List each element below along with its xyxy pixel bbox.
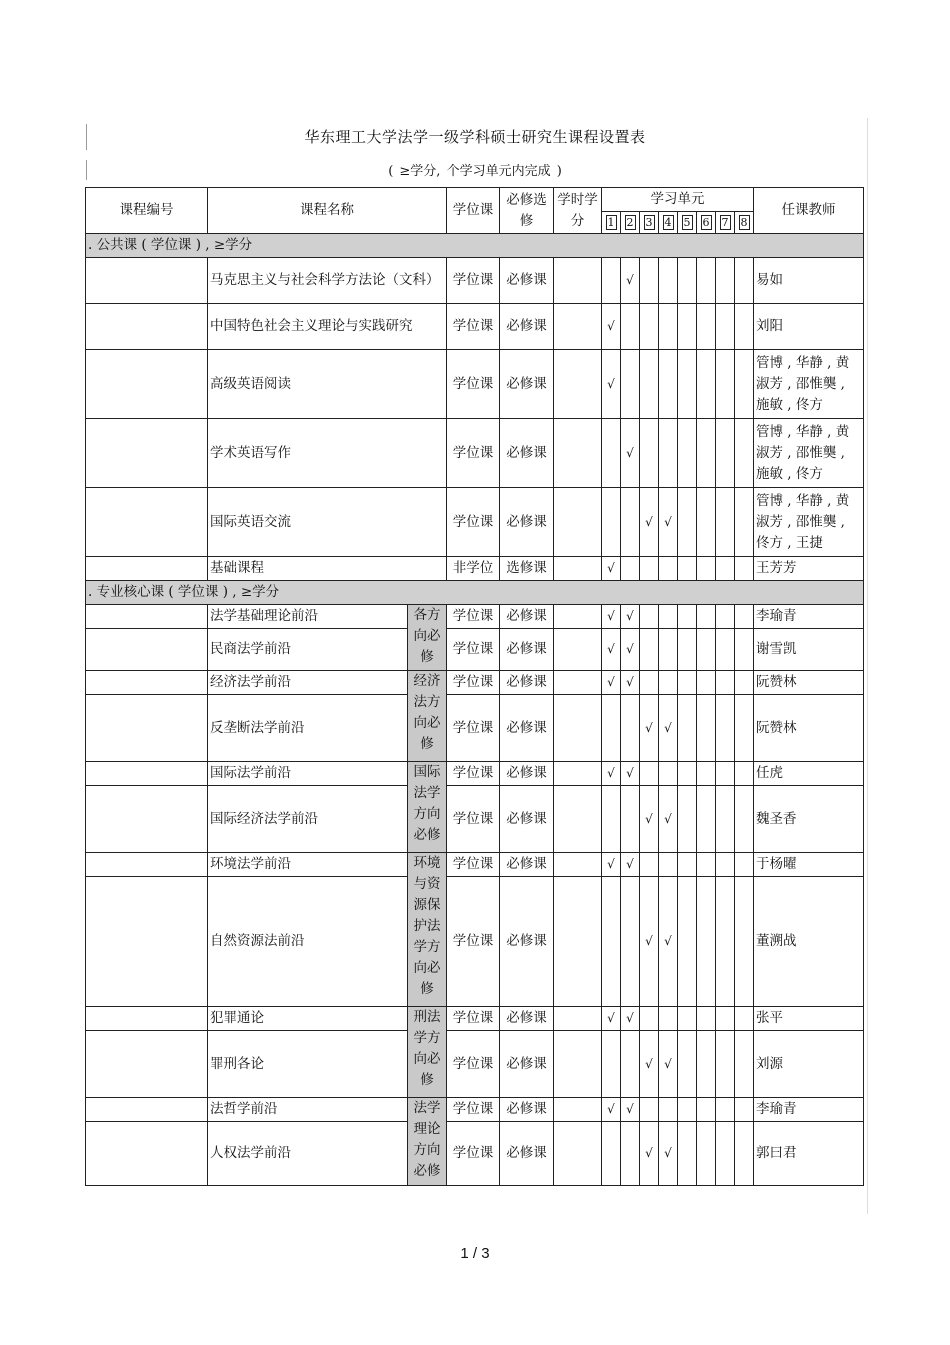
section-label: . 专业核心课 ( 学位课 ) , ≥学分: [86, 581, 864, 605]
course-name: 经济法学前沿: [208, 671, 408, 695]
unit-cell-8: [735, 629, 754, 671]
header-teacher: 任课教师: [754, 188, 864, 234]
unit-cell-3: [640, 762, 659, 786]
course-name: 自然资源法前沿: [208, 877, 447, 1007]
unit-cell-2: [621, 1122, 640, 1186]
hours-credits: [554, 629, 602, 671]
course-row: [86, 304, 864, 350]
unit-check-2: √: [621, 1098, 640, 1122]
unit-number-7: 7: [716, 212, 735, 234]
course-name: 人权法学前沿: [208, 1122, 447, 1186]
course-row: [86, 605, 864, 629]
unit-cell-3: [640, 629, 659, 671]
course-code: [86, 258, 208, 304]
degree-type: 非学位: [447, 557, 500, 581]
unit-cell-8: [735, 877, 754, 1007]
required-type: 必修课: [500, 350, 554, 419]
unit-cell-7: [716, 1098, 735, 1122]
unit-cell-4: [659, 350, 678, 419]
course-row: [86, 1007, 864, 1031]
hours-credits: [554, 557, 602, 581]
unit-check-3: √: [640, 786, 659, 853]
course-name: 马克思主义与社会科学方法论（文科）: [208, 258, 447, 304]
required-type: 必修课: [500, 1122, 554, 1186]
unit-check-1: √: [602, 557, 621, 581]
unit-cell-7: [716, 304, 735, 350]
course-name: 中国特色社会主义理论与实践研究: [208, 304, 447, 350]
header-degree: 学位课: [447, 188, 500, 234]
unit-cell-6: [697, 695, 716, 762]
teacher-name: 阮赞林: [754, 695, 864, 762]
unit-cell-5: [678, 853, 697, 877]
header-units: 学习单元: [602, 188, 754, 212]
unit-cell-4: [659, 304, 678, 350]
unit-cell-5: [678, 557, 697, 581]
unit-cell-5: [678, 488, 697, 557]
unit-cell-8: [735, 1031, 754, 1098]
course-row: [86, 258, 864, 304]
direction-label: 经济法方向必修: [408, 671, 447, 762]
hours-credits: [554, 853, 602, 877]
unit-cell-7: [716, 1122, 735, 1186]
degree-type: 学位课: [447, 695, 500, 762]
unit-cell-2: [621, 350, 640, 419]
unit-check-4: √: [659, 488, 678, 557]
hours-credits: [554, 1007, 602, 1031]
unit-cell-4: [659, 853, 678, 877]
unit-check-2: √: [621, 853, 640, 877]
required-type: 必修课: [500, 877, 554, 1007]
unit-cell-2: [621, 557, 640, 581]
unit-cell-8: [735, 762, 754, 786]
unit-cell-8: [735, 557, 754, 581]
unit-cell-1: [602, 786, 621, 853]
unit-cell-8: [735, 419, 754, 488]
unit-cell-3: [640, 557, 659, 581]
unit-check-4: √: [659, 1122, 678, 1186]
course-name: 国际英语交流: [208, 488, 447, 557]
unit-cell-8: [735, 258, 754, 304]
course-name: 高级英语阅读: [208, 350, 447, 419]
unit-cell-7: [716, 557, 735, 581]
unit-cell-4: [659, 557, 678, 581]
hours-credits: [554, 877, 602, 1007]
required-type: 必修课: [500, 671, 554, 695]
degree-type: 学位课: [447, 853, 500, 877]
direction-label: 各方向必修: [408, 605, 447, 671]
unit-cell-2: [621, 304, 640, 350]
unit-number-5: 5: [678, 212, 697, 234]
unit-cell-8: [735, 304, 754, 350]
course-name: 法学基础理论前沿: [208, 605, 408, 629]
teacher-name: 郭曰君: [754, 1122, 864, 1186]
unit-cell-7: [716, 350, 735, 419]
unit-check-2: √: [621, 258, 640, 304]
required-type: 必修课: [500, 1031, 554, 1098]
unit-cell-8: [735, 786, 754, 853]
unit-check-3: √: [640, 695, 659, 762]
unit-cell-4: [659, 762, 678, 786]
teacher-name: 易如: [754, 258, 864, 304]
degree-type: 学位课: [447, 605, 500, 629]
unit-cell-1: [602, 419, 621, 488]
unit-check-2: √: [621, 671, 640, 695]
unit-cell-5: [678, 877, 697, 1007]
course-code: [86, 1122, 208, 1186]
teacher-name: 管博 , 华静 , 黄淑芳 , 邵惟龑 , 佟方 , 王捷: [754, 488, 864, 557]
unit-cell-5: [678, 350, 697, 419]
course-row: [86, 629, 864, 671]
course-row: [86, 671, 864, 695]
hours-credits: [554, 1031, 602, 1098]
teacher-name: 管博 , 华静 , 黄淑芳 , 邵惟龑 , 施敏 , 佟方: [754, 350, 864, 419]
hours-credits: [554, 605, 602, 629]
course-row: [86, 1031, 864, 1098]
unit-cell-6: [697, 605, 716, 629]
course-row: [86, 786, 864, 853]
course-code: [86, 488, 208, 557]
hours-credits: [554, 695, 602, 762]
unit-cell-6: [697, 671, 716, 695]
section-label: . 公共课 ( 学位课 ) , ≥学分: [86, 234, 864, 258]
unit-cell-4: [659, 629, 678, 671]
degree-type: 学位课: [447, 304, 500, 350]
unit-check-1: √: [602, 605, 621, 629]
required-type: 必修课: [500, 786, 554, 853]
required-type: 必修课: [500, 304, 554, 350]
unit-cell-5: [678, 605, 697, 629]
unit-cell-7: [716, 762, 735, 786]
unit-cell-8: [735, 671, 754, 695]
teacher-name: 于杨曜: [754, 853, 864, 877]
unit-cell-7: [716, 258, 735, 304]
unit-cell-6: [697, 258, 716, 304]
degree-type: 学位课: [447, 762, 500, 786]
degree-type: 学位课: [447, 419, 500, 488]
unit-number-1: 1: [602, 212, 621, 234]
hours-credits: [554, 786, 602, 853]
course-code: [86, 419, 208, 488]
required-type: 必修课: [500, 488, 554, 557]
course-code: [86, 695, 208, 762]
course-row: [86, 557, 864, 581]
unit-cell-7: [716, 629, 735, 671]
required-type: 必修课: [500, 605, 554, 629]
hours-credits: [554, 762, 602, 786]
degree-type: 学位课: [447, 488, 500, 557]
unit-cell-2: [621, 488, 640, 557]
course-code: [86, 786, 208, 853]
course-name: 环境法学前沿: [208, 853, 408, 877]
unit-cell-8: [735, 1007, 754, 1031]
unit-cell-7: [716, 419, 735, 488]
unit-cell-4: [659, 1098, 678, 1122]
unit-cell-4: [659, 419, 678, 488]
unit-check-2: √: [621, 605, 640, 629]
hours-credits: [554, 419, 602, 488]
unit-cell-8: [735, 1122, 754, 1186]
unit-check-1: √: [602, 304, 621, 350]
unit-cell-3: [640, 605, 659, 629]
required-type: 必修课: [500, 762, 554, 786]
unit-cell-2: [621, 877, 640, 1007]
section-header: [86, 234, 864, 258]
unit-cell-4: [659, 605, 678, 629]
unit-number-8: 8: [735, 212, 754, 234]
course-name: 学术英语写作: [208, 419, 447, 488]
unit-cell-7: [716, 695, 735, 762]
unit-cell-8: [735, 695, 754, 762]
unit-cell-4: [659, 1007, 678, 1031]
unit-cell-8: [735, 1098, 754, 1122]
unit-cell-2: [621, 695, 640, 762]
degree-type: 学位课: [447, 258, 500, 304]
unit-cell-3: [640, 671, 659, 695]
unit-cell-6: [697, 1098, 716, 1122]
course-name: 法哲学前沿: [208, 1098, 408, 1122]
unit-cell-2: [621, 786, 640, 853]
unit-cell-6: [697, 629, 716, 671]
degree-type: 学位课: [447, 1098, 500, 1122]
header-hours: 学时学分: [554, 188, 602, 234]
course-name: 国际经济法学前沿: [208, 786, 447, 853]
unit-cell-5: [678, 258, 697, 304]
unit-check-3: √: [640, 488, 659, 557]
unit-cell-7: [716, 853, 735, 877]
direction-label: 刑法学方向必修: [408, 1007, 447, 1098]
unit-cell-3: [640, 1098, 659, 1122]
unit-cell-5: [678, 762, 697, 786]
degree-type: 学位课: [447, 350, 500, 419]
teacher-name: 李瑜青: [754, 605, 864, 629]
degree-type: 学位课: [447, 1122, 500, 1186]
required-type: 必修课: [500, 695, 554, 762]
unit-number-6: 6: [697, 212, 716, 234]
unit-check-1: √: [602, 1098, 621, 1122]
course-name: 国际法学前沿: [208, 762, 408, 786]
course-row: [86, 853, 864, 877]
unit-check-4: √: [659, 877, 678, 1007]
unit-check-4: √: [659, 1031, 678, 1098]
unit-cell-1: [602, 1031, 621, 1098]
teacher-name: 任虎: [754, 762, 864, 786]
course-code: [86, 853, 208, 877]
unit-check-1: √: [602, 671, 621, 695]
unit-cell-2: [621, 1031, 640, 1098]
unit-check-3: √: [640, 1122, 659, 1186]
unit-cell-7: [716, 671, 735, 695]
course-row: [86, 695, 864, 762]
course-name: 民商法学前沿: [208, 629, 447, 671]
unit-cell-6: [697, 1031, 716, 1098]
unit-cell-1: [602, 1122, 621, 1186]
unit-cell-5: [678, 671, 697, 695]
unit-cell-6: [697, 1122, 716, 1186]
unit-number-2: 2: [621, 212, 640, 234]
direction-label: 法学理论方向必修: [408, 1098, 447, 1186]
required-type: 必修课: [500, 1007, 554, 1031]
course-row: [86, 488, 864, 557]
course-code: [86, 557, 208, 581]
unit-check-1: √: [602, 1007, 621, 1031]
document-title: 华东理工大学法学一级学科硕士研究生课程设置表: [304, 128, 646, 146]
unit-check-1: √: [602, 629, 621, 671]
unit-cell-1: [602, 877, 621, 1007]
course-name: 罪刑各论: [208, 1031, 447, 1098]
required-type: 选修课: [500, 557, 554, 581]
teacher-name: 阮赞林: [754, 671, 864, 695]
degree-type: 学位课: [447, 786, 500, 853]
teacher-name: 管博 , 华静 , 黄淑芳 , 邵惟龑 , 施敏 , 佟方: [754, 419, 864, 488]
teacher-name: 董溯战: [754, 877, 864, 1007]
course-row: [86, 1122, 864, 1186]
course-row: [86, 762, 864, 786]
hours-credits: [554, 1122, 602, 1186]
unit-cell-7: [716, 488, 735, 557]
hours-credits: [554, 350, 602, 419]
unit-cell-3: [640, 258, 659, 304]
teacher-name: 张平: [754, 1007, 864, 1031]
course-name: 基础课程: [208, 557, 447, 581]
degree-type: 学位课: [447, 671, 500, 695]
unit-cell-6: [697, 557, 716, 581]
unit-cell-8: [735, 488, 754, 557]
unit-cell-6: [697, 762, 716, 786]
hours-credits: [554, 258, 602, 304]
course-name: 反垄断法学前沿: [208, 695, 447, 762]
document-subtitle: ( ≥学分, 个学习单元内完成 ): [388, 164, 562, 179]
unit-check-3: √: [640, 877, 659, 1007]
unit-cell-3: [640, 304, 659, 350]
unit-cell-3: [640, 419, 659, 488]
unit-cell-7: [716, 1031, 735, 1098]
unit-cell-7: [716, 786, 735, 853]
unit-check-1: √: [602, 853, 621, 877]
unit-check-1: √: [602, 762, 621, 786]
unit-check-2: √: [621, 1007, 640, 1031]
degree-type: 学位课: [447, 1007, 500, 1031]
unit-check-3: √: [640, 1031, 659, 1098]
unit-cell-3: [640, 853, 659, 877]
unit-cell-1: [602, 488, 621, 557]
unit-cell-4: [659, 258, 678, 304]
header-code: 课程编号: [86, 188, 208, 234]
unit-cell-6: [697, 304, 716, 350]
course-code: [86, 629, 208, 671]
unit-cell-8: [735, 350, 754, 419]
course-row: [86, 877, 864, 1007]
header-name: 课程名称: [208, 188, 447, 234]
course-code: [86, 1007, 208, 1031]
direction-label: 环境与资源保护法学方向必修: [408, 853, 447, 1007]
unit-cell-5: [678, 1007, 697, 1031]
unit-cell-3: [640, 1007, 659, 1031]
section-header: [86, 581, 864, 605]
unit-cell-5: [678, 1098, 697, 1122]
hours-credits: [554, 1098, 602, 1122]
unit-check-4: √: [659, 786, 678, 853]
course-code: [86, 1098, 208, 1122]
required-type: 必修课: [500, 1098, 554, 1122]
unit-cell-5: [678, 304, 697, 350]
required-type: 必修课: [500, 419, 554, 488]
course-row: [86, 1098, 864, 1122]
course-code: [86, 1031, 208, 1098]
unit-cell-5: [678, 786, 697, 853]
page-number: 1 / 3: [460, 1245, 490, 1262]
required-type: 必修课: [500, 853, 554, 877]
header-required: 必修选修: [500, 188, 554, 234]
unit-cell-7: [716, 605, 735, 629]
unit-check-2: √: [621, 419, 640, 488]
unit-number-4: 4: [659, 212, 678, 234]
unit-cell-5: [678, 695, 697, 762]
teacher-name: 王芳芳: [754, 557, 864, 581]
course-code: [86, 671, 208, 695]
hours-credits: [554, 304, 602, 350]
unit-cell-6: [697, 350, 716, 419]
hours-credits: [554, 671, 602, 695]
unit-cell-6: [697, 488, 716, 557]
course-row: [86, 419, 864, 488]
unit-cell-5: [678, 419, 697, 488]
teacher-name: 谢雪凯: [754, 629, 864, 671]
unit-cell-6: [697, 853, 716, 877]
teacher-name: 魏圣香: [754, 786, 864, 853]
unit-cell-3: [640, 350, 659, 419]
unit-check-1: √: [602, 350, 621, 419]
unit-number-3: 3: [640, 212, 659, 234]
unit-check-2: √: [621, 762, 640, 786]
unit-cell-7: [716, 1007, 735, 1031]
unit-cell-6: [697, 419, 716, 488]
direction-label: 国际法学方向必修: [408, 762, 447, 853]
unit-check-4: √: [659, 695, 678, 762]
course-name: 犯罪通论: [208, 1007, 408, 1031]
hours-credits: [554, 488, 602, 557]
course-row: [86, 350, 864, 419]
unit-cell-5: [678, 1122, 697, 1186]
required-type: 必修课: [500, 258, 554, 304]
course-code: [86, 350, 208, 419]
teacher-name: 刘阳: [754, 304, 864, 350]
unit-cell-6: [697, 877, 716, 1007]
unit-cell-8: [735, 605, 754, 629]
degree-type: 学位课: [447, 1031, 500, 1098]
unit-cell-8: [735, 853, 754, 877]
unit-cell-1: [602, 695, 621, 762]
required-type: 必修课: [500, 629, 554, 671]
course-code: [86, 762, 208, 786]
unit-check-2: √: [621, 629, 640, 671]
course-table: [85, 187, 864, 1186]
degree-type: 学位课: [447, 877, 500, 1007]
course-code: [86, 304, 208, 350]
degree-type: 学位课: [447, 629, 500, 671]
course-code: [86, 877, 208, 1007]
unit-cell-7: [716, 877, 735, 1007]
course-code: [86, 605, 208, 629]
unit-cell-6: [697, 1007, 716, 1031]
teacher-name: 刘源: [754, 1031, 864, 1098]
unit-cell-5: [678, 1031, 697, 1098]
unit-cell-5: [678, 629, 697, 671]
unit-cell-4: [659, 671, 678, 695]
unit-cell-6: [697, 786, 716, 853]
teacher-name: 李瑜青: [754, 1098, 864, 1122]
unit-cell-1: [602, 258, 621, 304]
